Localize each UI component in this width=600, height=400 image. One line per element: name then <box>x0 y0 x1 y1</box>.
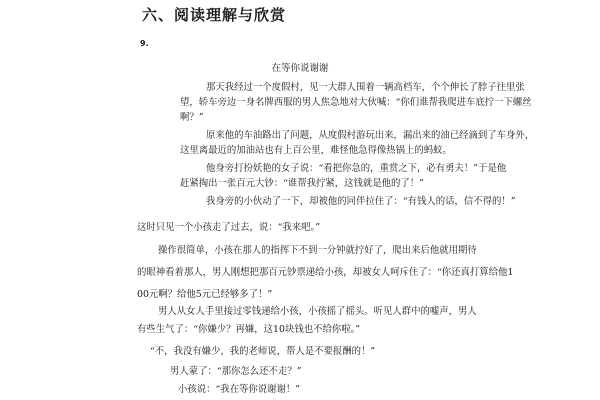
paragraph-line: 他身旁打扮妖艳的女子说：“看把你急的，重赏之下，必有勇夫！”于是他 <box>206 163 507 174</box>
paragraph-line: 操作很简单，小孩在那人的指挥下不到一分钟就拧好了，爬出来后他就用期待 <box>158 245 477 256</box>
paragraph-line: 小孩说：“我在等你说谢谢！” <box>178 384 301 395</box>
paragraph-line: 男人从女人手里接过零钱递给小孩，小孩摇了摇头。听见人群中的嘘声，男人 <box>158 306 477 317</box>
paragraph-line: 那天我经过一个度假村，见一大群人围着一辆高档车，个个伸长了脖子往里张 <box>206 82 525 93</box>
paragraph-line: 的眼神看着那人，男人刚想把那百元钞票递给小孩，却被女人呵斥住了：“你还真打算给他1 <box>137 267 514 278</box>
paragraph-line: “不，我没有嫌少，我的老师说，帮人是不要报酬的！” <box>150 346 376 357</box>
paragraph-line: 这里离最近的加油站也有上百公里，难怪他急得像热锅上的蚂蚁。 <box>180 145 452 156</box>
paragraph-line: 这时只见一个小孩走了过去，说：“我来吧。” <box>137 222 321 233</box>
paragraph-line: 我身旁的小伙动了一下，却被他的同伴拉住了：“有钱人的话，信不得的！” <box>206 196 516 207</box>
paragraph-line: 男人蒙了：“那你怎么还不走？” <box>170 366 302 377</box>
paragraph-line: 赶紧掏出一张百元大钞：“谁帮我拧紧，这钱就是他的了！” <box>180 178 424 189</box>
paragraph-line: 有些生气了：“你嫌少？再嫌，这10块钱也不给你啦。” <box>137 324 361 335</box>
story-title: 在等你说谢谢 <box>271 63 329 74</box>
paragraph-line: 望，轿车旁边一身名牌西服的男人焦急地对大伙喊：“你们谁帮我爬进车底拧一下螺丝 <box>180 97 532 108</box>
paragraph-line: 啊？” <box>180 112 204 123</box>
paragraph-line: 原来他的车油路出了问题，从度假村游玩出来，漏出来的油已经滴到了车身外， <box>206 130 535 141</box>
section-heading: 六、阅读理解与欣赏 <box>142 6 287 24</box>
paragraph-line: 00元啊？给他5元已经够多了！” <box>137 289 273 300</box>
question-number: 9. <box>140 39 149 48</box>
